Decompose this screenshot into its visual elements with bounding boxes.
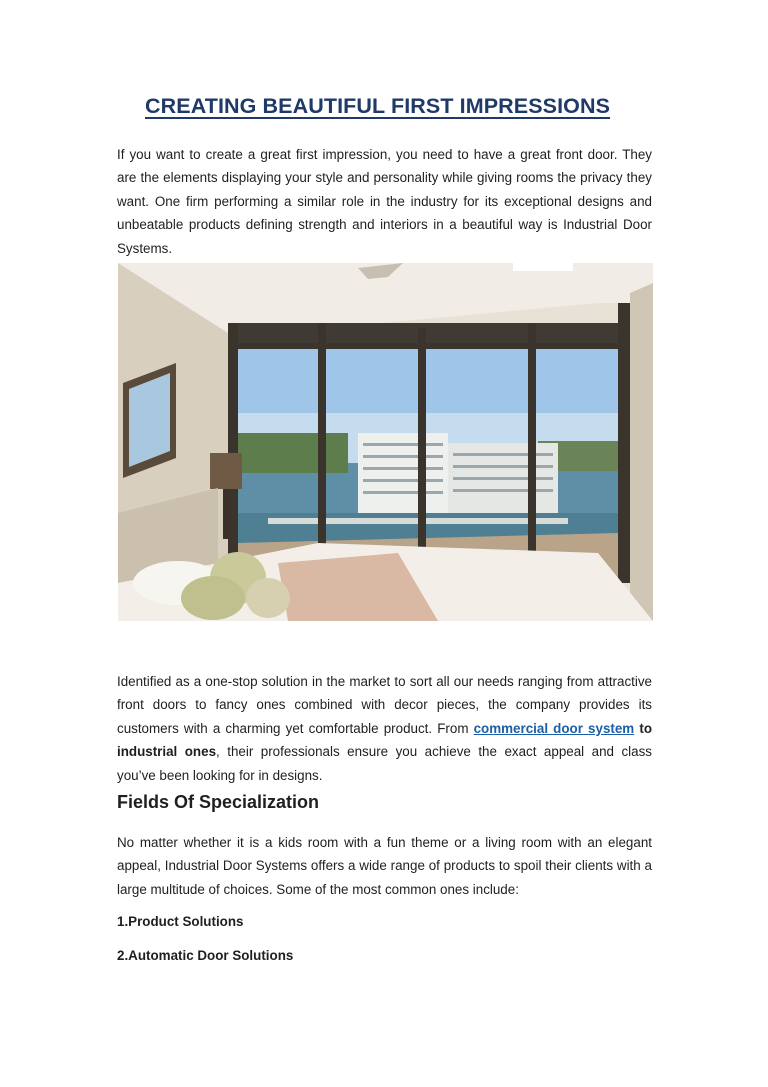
list-item: 2.Automatic Door Solutions xyxy=(117,948,294,963)
commercial-door-system-link[interactable]: commercial door system xyxy=(473,720,635,736)
list-item: 1.Product Solutions xyxy=(117,914,244,929)
industrial-ones-text: to industrial ones xyxy=(117,720,652,760)
company-paragraph-text: Identified as a one-stop solution in the market to sort all our needs ranging from attractive front doors to fancy ones combined with decor pieces, the company provides its customers with a charming yet comfortable product. From xyxy=(117,674,652,736)
bedroom-photo-icon xyxy=(118,263,653,621)
section-heading: Fields Of Specialization xyxy=(117,792,320,812)
company-paragraph xyxy=(117,670,652,787)
specialization-paragraph: No matter whether it is a kids room with a fun theme or a living room with an elegant appeal, Industrial Door Systems offers a wide range of products to spoil their clients with a large multitude of choices. Some of the most common ones include: xyxy=(117,835,652,897)
page-title: CREATING BEAUTIFUL FIRST IMPRESSIONS xyxy=(145,94,611,118)
intro-paragraph: If you want to create a great first impression, you need to have a great front door. They are the elements displaying your style and personality while giving rooms the privacy they want. One firm performing a similar role in the industry for its exceptional designs and unbeatable products defining strength and interiors in a beautiful way is Industrial Door Systems. xyxy=(117,147,652,256)
company-paragraph-end: , their professionals ensure you achieve the exact appeal and class you’ve been looking for in designs. xyxy=(117,744,652,783)
